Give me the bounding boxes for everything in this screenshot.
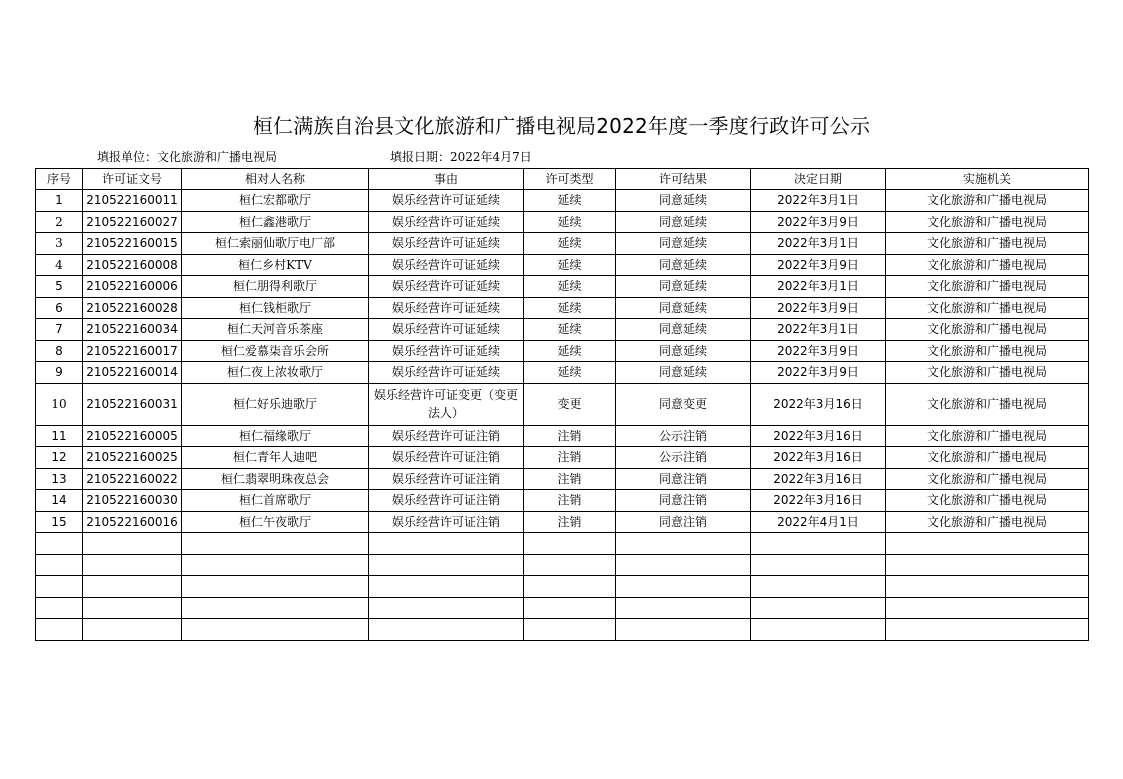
cell-counterparty: 桓仁钱柜歌厅 bbox=[182, 297, 369, 319]
empty-cell bbox=[524, 576, 616, 598]
cell-permit-result: 同意延续 bbox=[616, 319, 751, 341]
cell-index: 7 bbox=[36, 319, 83, 341]
cell-decision-date: 2022年3月16日 bbox=[751, 383, 886, 425]
empty-cell bbox=[369, 597, 524, 619]
header-authority: 实施机关 bbox=[886, 169, 1089, 190]
cell-counterparty: 桓仁翡翠明珠夜总会 bbox=[182, 468, 369, 490]
cell-permit-number: 210522160006 bbox=[83, 276, 182, 298]
table-row bbox=[36, 340, 1089, 362]
empty-row bbox=[36, 619, 1089, 641]
cell-decision-date: 2022年3月9日 bbox=[751, 211, 886, 233]
empty-cell bbox=[886, 554, 1089, 576]
cell-permit-result: 公示注销 bbox=[616, 447, 751, 469]
cell-permit-number: 210522160017 bbox=[83, 340, 182, 362]
empty-cell bbox=[886, 576, 1089, 598]
cell-index: 9 bbox=[36, 362, 83, 384]
fill-date-label: 填报日期：2022年4月7日 bbox=[390, 150, 532, 164]
cell-permit-number: 210522160030 bbox=[83, 490, 182, 512]
empty-row bbox=[36, 597, 1089, 619]
cell-permit-result: 公示注销 bbox=[616, 425, 751, 447]
cell-index: 14 bbox=[36, 490, 83, 512]
empty-cell bbox=[524, 619, 616, 641]
cell-index: 11 bbox=[36, 425, 83, 447]
cell-index: 12 bbox=[36, 447, 83, 469]
cell-counterparty: 桓仁爱慕柒音乐会所 bbox=[182, 340, 369, 362]
cell-permit-type: 延续 bbox=[524, 362, 616, 384]
empty-cell bbox=[36, 619, 83, 641]
empty-cell bbox=[524, 597, 616, 619]
empty-cell bbox=[182, 576, 369, 598]
cell-counterparty: 桓仁宏都歌厅 bbox=[182, 190, 369, 212]
cell-authority: 文化旅游和广播电视局 bbox=[886, 211, 1089, 233]
cell-reason: 娱乐经营许可证延续 bbox=[369, 233, 524, 255]
cell-permit-type: 注销 bbox=[524, 447, 616, 469]
cell-authority: 文化旅游和广播电视局 bbox=[886, 233, 1089, 255]
header-reason: 事由 bbox=[369, 169, 524, 190]
cell-counterparty: 桓仁首席歌厅 bbox=[182, 490, 369, 512]
cell-permit-type: 注销 bbox=[524, 468, 616, 490]
cell-permit-type: 注销 bbox=[524, 490, 616, 512]
empty-cell bbox=[751, 619, 886, 641]
cell-index: 5 bbox=[36, 276, 83, 298]
empty-cell bbox=[886, 619, 1089, 641]
cell-permit-result: 同意延续 bbox=[616, 254, 751, 276]
fill-unit-label: 填报单位：文化旅游和广播电视局 bbox=[97, 150, 278, 164]
empty-cell bbox=[36, 533, 83, 555]
empty-cell bbox=[524, 554, 616, 576]
empty-cell bbox=[369, 619, 524, 641]
empty-cell bbox=[886, 533, 1089, 555]
cell-authority: 文化旅游和广播电视局 bbox=[886, 190, 1089, 212]
cell-authority: 文化旅游和广播电视局 bbox=[886, 425, 1089, 447]
header-permit-type: 许可类型 bbox=[524, 169, 616, 190]
header-permit-number: 许可证文号 bbox=[83, 169, 182, 190]
cell-decision-date: 2022年3月9日 bbox=[751, 362, 886, 384]
cell-permit-result: 同意延续 bbox=[616, 340, 751, 362]
cell-permit-number: 210522160008 bbox=[83, 254, 182, 276]
cell-counterparty: 桓仁天河音乐茶座 bbox=[182, 319, 369, 341]
cell-decision-date: 2022年4月1日 bbox=[751, 511, 886, 533]
cell-authority: 文化旅游和广播电视局 bbox=[886, 362, 1089, 384]
cell-permit-result: 同意变更 bbox=[616, 383, 751, 425]
cell-index: 6 bbox=[36, 297, 83, 319]
cell-authority: 文化旅游和广播电视局 bbox=[886, 447, 1089, 469]
cell-permit-number: 210522160015 bbox=[83, 233, 182, 255]
cell-permit-type: 注销 bbox=[524, 425, 616, 447]
cell-counterparty: 桓仁鑫港歌厅 bbox=[182, 211, 369, 233]
empty-row bbox=[36, 576, 1089, 598]
cell-permit-number: 210522160028 bbox=[83, 297, 182, 319]
cell-permit-result: 同意延续 bbox=[616, 276, 751, 298]
header-decision-date: 决定日期 bbox=[751, 169, 886, 190]
cell-authority: 文化旅游和广播电视局 bbox=[886, 319, 1089, 341]
table-row bbox=[36, 319, 1089, 341]
cell-decision-date: 2022年3月16日 bbox=[751, 468, 886, 490]
empty-cell bbox=[616, 533, 751, 555]
cell-reason: 娱乐经营许可证注销 bbox=[369, 447, 524, 469]
table-row bbox=[36, 254, 1089, 276]
cell-permit-result: 同意延续 bbox=[616, 190, 751, 212]
cell-permit-result: 同意延续 bbox=[616, 233, 751, 255]
table-row bbox=[36, 511, 1089, 533]
empty-cell bbox=[182, 619, 369, 641]
empty-cell bbox=[369, 554, 524, 576]
cell-index: 3 bbox=[36, 233, 83, 255]
empty-cell bbox=[83, 554, 182, 576]
cell-permit-result: 同意延续 bbox=[616, 211, 751, 233]
cell-permit-number: 210522160031 bbox=[83, 383, 182, 425]
cell-authority: 文化旅游和广播电视局 bbox=[886, 254, 1089, 276]
cell-permit-type: 延续 bbox=[524, 319, 616, 341]
permit-table bbox=[35, 168, 1089, 641]
cell-counterparty: 桓仁索丽仙歌厅电厂部 bbox=[182, 233, 369, 255]
empty-cell bbox=[83, 597, 182, 619]
cell-permit-number: 210522160016 bbox=[83, 511, 182, 533]
table-row bbox=[36, 297, 1089, 319]
empty-cell bbox=[886, 597, 1089, 619]
cell-index: 13 bbox=[36, 468, 83, 490]
cell-permit-result: 同意延续 bbox=[616, 297, 751, 319]
cell-index: 4 bbox=[36, 254, 83, 276]
table-row bbox=[36, 233, 1089, 255]
cell-decision-date: 2022年3月16日 bbox=[751, 447, 886, 469]
cell-permit-type: 延续 bbox=[524, 276, 616, 298]
header-row bbox=[36, 169, 1089, 190]
empty-cell bbox=[369, 533, 524, 555]
table-row bbox=[36, 211, 1089, 233]
cell-permit-number: 210522160022 bbox=[83, 468, 182, 490]
table-row bbox=[36, 425, 1089, 447]
cell-counterparty: 桓仁乡村KTV bbox=[182, 254, 369, 276]
cell-reason: 娱乐经营许可证变更（变更法人） bbox=[369, 383, 524, 425]
cell-decision-date: 2022年3月9日 bbox=[751, 254, 886, 276]
cell-reason: 娱乐经营许可证延续 bbox=[369, 190, 524, 212]
cell-permit-type: 延续 bbox=[524, 254, 616, 276]
cell-reason: 娱乐经营许可证注销 bbox=[369, 425, 524, 447]
cell-permit-type: 延续 bbox=[524, 233, 616, 255]
header-index: 序号 bbox=[36, 169, 83, 190]
table-row bbox=[36, 276, 1089, 298]
cell-counterparty: 桓仁福缘歌厅 bbox=[182, 425, 369, 447]
empty-row bbox=[36, 533, 1089, 555]
empty-cell bbox=[751, 597, 886, 619]
cell-reason: 娱乐经营许可证延续 bbox=[369, 211, 524, 233]
cell-permit-type: 延续 bbox=[524, 190, 616, 212]
cell-decision-date: 2022年3月1日 bbox=[751, 319, 886, 341]
cell-authority: 文化旅游和广播电视局 bbox=[886, 276, 1089, 298]
cell-counterparty: 桓仁夜上浓妆歌厅 bbox=[182, 362, 369, 384]
table-row bbox=[36, 490, 1089, 512]
cell-reason: 娱乐经营许可证注销 bbox=[369, 490, 524, 512]
header-counterparty: 相对人名称 bbox=[182, 169, 369, 190]
cell-decision-date: 2022年3月1日 bbox=[751, 190, 886, 212]
cell-reason: 娱乐经营许可证延续 bbox=[369, 362, 524, 384]
cell-reason: 娱乐经营许可证延续 bbox=[369, 319, 524, 341]
cell-reason: 娱乐经营许可证延续 bbox=[369, 297, 524, 319]
cell-counterparty: 桓仁朋得利歌厅 bbox=[182, 276, 369, 298]
table-row bbox=[36, 468, 1089, 490]
cell-permit-type: 注销 bbox=[524, 511, 616, 533]
table-body bbox=[36, 190, 1089, 641]
cell-permit-result: 同意注销 bbox=[616, 468, 751, 490]
cell-decision-date: 2022年3月16日 bbox=[751, 490, 886, 512]
cell-decision-date: 2022年3月1日 bbox=[751, 233, 886, 255]
cell-index: 2 bbox=[36, 211, 83, 233]
cell-index: 1 bbox=[36, 190, 83, 212]
cell-permit-type: 延续 bbox=[524, 340, 616, 362]
cell-authority: 文化旅游和广播电视局 bbox=[886, 383, 1089, 425]
empty-cell bbox=[751, 533, 886, 555]
cell-decision-date: 2022年3月16日 bbox=[751, 425, 886, 447]
cell-decision-date: 2022年3月1日 bbox=[751, 276, 886, 298]
cell-reason: 娱乐经营许可证注销 bbox=[369, 468, 524, 490]
empty-cell bbox=[751, 576, 886, 598]
cell-permit-type: 延续 bbox=[524, 211, 616, 233]
cell-permit-result: 同意注销 bbox=[616, 511, 751, 533]
cell-decision-date: 2022年3月9日 bbox=[751, 297, 886, 319]
empty-cell bbox=[524, 533, 616, 555]
header-permit-result: 许可结果 bbox=[616, 169, 751, 190]
cell-permit-type: 变更 bbox=[524, 383, 616, 425]
table-row bbox=[36, 190, 1089, 212]
cell-permit-number: 210522160034 bbox=[83, 319, 182, 341]
empty-cell bbox=[36, 597, 83, 619]
cell-permit-result: 同意延续 bbox=[616, 362, 751, 384]
empty-cell bbox=[751, 554, 886, 576]
empty-cell bbox=[36, 576, 83, 598]
cell-authority: 文化旅游和广播电视局 bbox=[886, 468, 1089, 490]
cell-permit-number: 210522160011 bbox=[83, 190, 182, 212]
empty-cell bbox=[36, 554, 83, 576]
cell-decision-date: 2022年3月9日 bbox=[751, 340, 886, 362]
table-row bbox=[36, 447, 1089, 469]
empty-cell bbox=[83, 576, 182, 598]
cell-permit-result: 同意注销 bbox=[616, 490, 751, 512]
cell-counterparty: 桓仁午夜歌厅 bbox=[182, 511, 369, 533]
empty-cell bbox=[182, 597, 369, 619]
cell-permit-type: 延续 bbox=[524, 297, 616, 319]
empty-cell bbox=[369, 576, 524, 598]
cell-reason: 娱乐经营许可证注销 bbox=[369, 511, 524, 533]
empty-cell bbox=[83, 619, 182, 641]
empty-cell bbox=[182, 533, 369, 555]
empty-cell bbox=[616, 597, 751, 619]
cell-reason: 娱乐经营许可证延续 bbox=[369, 276, 524, 298]
empty-cell bbox=[616, 554, 751, 576]
table-row bbox=[36, 383, 1089, 425]
cell-index: 10 bbox=[36, 383, 83, 425]
cell-authority: 文化旅游和广播电视局 bbox=[886, 297, 1089, 319]
cell-counterparty: 桓仁青年人迪吧 bbox=[182, 447, 369, 469]
cell-counterparty: 桓仁好乐迪歌厅 bbox=[182, 383, 369, 425]
cell-permit-number: 210522160025 bbox=[83, 447, 182, 469]
empty-row bbox=[36, 554, 1089, 576]
empty-cell bbox=[616, 619, 751, 641]
empty-cell bbox=[616, 576, 751, 598]
empty-cell bbox=[83, 533, 182, 555]
cell-index: 8 bbox=[36, 340, 83, 362]
cell-authority: 文化旅游和广播电视局 bbox=[886, 340, 1089, 362]
cell-reason: 娱乐经营许可证延续 bbox=[369, 254, 524, 276]
cell-authority: 文化旅游和广播电视局 bbox=[886, 490, 1089, 512]
cell-authority: 文化旅游和广播电视局 bbox=[886, 511, 1089, 533]
table-row bbox=[36, 362, 1089, 384]
cell-index: 15 bbox=[36, 511, 83, 533]
cell-permit-number: 210522160014 bbox=[83, 362, 182, 384]
cell-permit-number: 210522160005 bbox=[83, 425, 182, 447]
empty-cell bbox=[182, 554, 369, 576]
document-title: 桓仁满族自治县文化旅游和广播电视局2022年度一季度行政许可公示 bbox=[252, 114, 871, 138]
cell-reason: 娱乐经营许可证延续 bbox=[369, 340, 524, 362]
cell-permit-number: 210522160027 bbox=[83, 211, 182, 233]
